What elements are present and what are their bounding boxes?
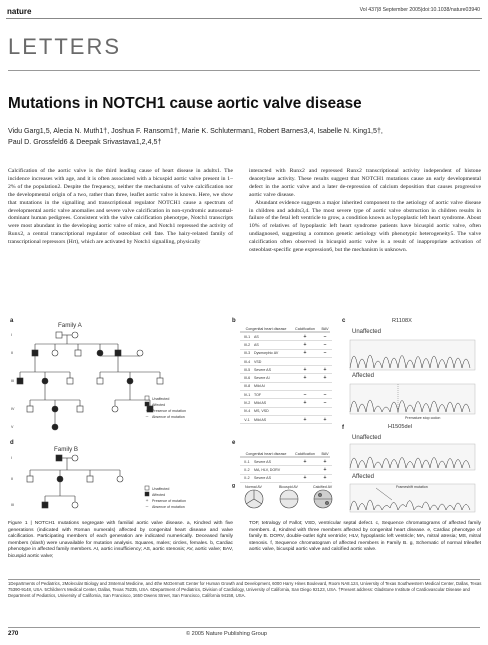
table-e-cell: +: [323, 466, 327, 473]
generation-a-iii: III: [11, 379, 14, 383]
table-b-row: [240, 399, 332, 407]
table-e-cell: II-2: [244, 467, 250, 472]
legend-b-unaffected: Unaffected: [152, 487, 170, 491]
generation-a-v: V: [11, 425, 14, 429]
panel-label-a: a: [10, 318, 14, 324]
table-b-cell: –: [303, 391, 307, 398]
table-b-cell: AS: [254, 334, 259, 339]
legend-a-unaffected: Unaffected: [152, 397, 170, 401]
table-e-cell: II-1: [244, 459, 250, 464]
legend-a-absence: Absence of mutation: [152, 415, 185, 419]
legend-b-affected: Affected: [152, 493, 166, 497]
abstract-paragraph: Calcification of the aortic valve is the third leading cause of heart disease in adults1. The incidence increases with age, and it is often associated with a bicuspid aortic valve present in 1–2% of the population2. Despite the frequency, neither the mechanisms of valve calcification nor the developmental origin of a two, rather than three, leaflet aortic valve is known. Here, we show that mutations in the signalling and transcriptional regulator NOTCH1 cause a spectrum of developmental aortic valve anomalies and severe valve calcification in non-syndromic autosomal-dominant human pedigrees. Consistent with the valve calcification phenotype, Notch1 transcripts were most abundant in the developing aortic valve of mice, and Notch1 repressed the activity of Runx2, a central transcriptional regulator of osteoblast cell fate. The hairy-related family of transcriptional repressors (Hrt), which are activated by Notch1 signalling, physically: [8, 168, 233, 246]
table-e-cell: +: [323, 458, 327, 465]
footnote-divider: [8, 579, 480, 580]
table-b-cell: –: [323, 333, 327, 340]
table-e-cell: II-2: [244, 476, 250, 481]
table-e-cell: Severe AS: [254, 459, 271, 464]
table-b-cell: TOF: [254, 392, 262, 397]
svg-text:+: +: [145, 499, 149, 504]
table-b-cell: Severe AS: [254, 367, 271, 372]
table-b-cell: III-2: [243, 342, 251, 347]
legend-b: [152, 486, 186, 510]
table-b-row: [240, 358, 332, 366]
figure-caption-right: TOF, tetralogy of Fallot; VSD, ventricular septal defect. c, Sequence chromatograms of affected family members. d, Kindred with three members affected by congenital heart disease. e, Cardiac phenotype of family B. DORV, double-outlet right ventricle; HLV, hypoplastic left ventricle; MA, mitral atresia; MS, mitral stenosis. f, Sequence chromatogram of affected members in Family B. g, Schematic of normal trileaflet aortic valve, bicuspid aortic valve and calcified aortic valve.: [249, 521, 481, 552]
article-title: Mutations in NOTCH1 cause aortic valve disease: [8, 95, 362, 112]
table-b-cell: IV-4: [243, 409, 251, 414]
pedigree-family-a: [20, 335, 160, 424]
family-a-label: Family A: [58, 322, 82, 329]
table-b-cell: –: [323, 341, 327, 348]
chromatogram-f-unaffected: [350, 444, 475, 470]
table-b-cell: +: [303, 350, 307, 357]
table-b-cell: III-3: [243, 351, 251, 356]
table-b-cell: +: [303, 333, 307, 340]
generation-a-ii: II: [11, 351, 13, 355]
table-b-cell: Mild AS: [254, 417, 267, 422]
table-b-row: [240, 350, 332, 358]
table-e-header: Congenital heart disease Calcification BAV: [245, 452, 329, 456]
table-b-cell: +: [303, 341, 307, 348]
legend-a: [152, 396, 186, 420]
table-e-cell: MA, HLV, DORV: [254, 467, 281, 472]
table-e-cell: +: [303, 475, 307, 482]
table-b-cell: IV-2: [243, 401, 251, 406]
table-b-cell: Mild AS: [254, 401, 267, 406]
table-b-cell: Mild AI: [254, 384, 265, 389]
generation-b-ii: II: [11, 477, 13, 481]
abstract-paragraph-cont: interacted with Runx2 and repressed Runx2 transcriptional activity independent of histone deacetylase activity. These results suggest that NOTCH1 mutations cause an early developmental defect in the aortic valve and a later de-repression of calcium deposition that causes progressive aortic valve disease.: [249, 168, 481, 198]
table-b-cell: IV-1: [243, 392, 251, 397]
mutation-label-f: H1505del: [388, 424, 412, 430]
valve-label-calcified: Calcified AV: [313, 485, 333, 489]
journal-logo: nature: [7, 7, 32, 16]
table-b-cell: +: [303, 366, 307, 373]
panel-label-d: d: [10, 440, 14, 446]
table-b-row: [240, 341, 332, 349]
seq-c-unaffected-label: Unaffected: [352, 329, 381, 335]
table-b-row: [240, 374, 332, 382]
family-b-label: Family B: [54, 446, 79, 453]
table-e-cell: +: [323, 475, 327, 482]
table-e-row: [240, 466, 332, 474]
copyright: © 2005 Nature Publishing Group: [186, 631, 267, 637]
table-b-cell: +: [303, 375, 307, 382]
valve-calcified: [314, 490, 332, 508]
affiliations: 1Departments of Pediatrics, 2Molecular Biology and 3Internal Medicine, and 4the McDermott Center for Human Growth and Development, 6000 Harry Hines Boulevard, Room NA8.124, University of Texas Southwestern Medical Center, Dallas, Texas 75390-9148, USA. 5Children's Medical Center, Dallas, Texas 75235, USA. 6Department of Pediatrics, Division of Cardiology, University of California, San Diego 92123, USA. †Present address: Gladstone Institute of Cardiovascular Disease and Department of Pediatrics, University of California, San Francisco, 1650 Owens Street, San Francisco, California 94158, USA.: [8, 581, 482, 598]
generation-b-i: I: [11, 456, 12, 460]
table-b-row: [240, 333, 332, 341]
chromatogram-c-unaffected: [350, 340, 475, 370]
table-b-cell: III-5: [243, 367, 251, 372]
table-b-cell: VSD: [254, 359, 262, 364]
generation-a-i: I: [11, 333, 12, 337]
panel-label-f: f: [342, 425, 344, 431]
panel-label-e: e: [232, 440, 236, 446]
valve-normal: [245, 490, 263, 508]
table-e-row: [240, 458, 332, 466]
table-e-row: [240, 475, 332, 483]
chromatogram-c-affected: [350, 384, 475, 414]
generation-b-iii: III: [11, 503, 14, 507]
table-b-cell: V-1: [244, 417, 250, 422]
valve-bicuspid: [280, 490, 298, 508]
footer-divider: [8, 627, 480, 628]
generation-a-iv: IV: [11, 407, 15, 411]
legend-b-presence: Presence of mutation: [152, 499, 186, 503]
table-b-row: [240, 383, 332, 391]
pedigree-a-symbols: [17, 332, 163, 430]
table-b-row: [240, 366, 332, 374]
table-b-cell: III-1: [243, 334, 251, 339]
table-b-cell: Severe AI: [254, 376, 270, 381]
table-b-cell: III-6: [243, 376, 251, 381]
table-b-cell: +: [303, 400, 307, 407]
table-b-cell: –: [323, 400, 327, 407]
intro-paragraph: Abundant evidence suggests a major inherited component to the aetiology of aortic valve disease in children and adults3,4. The most severe type of aortic valve obstruction in children results in failure of the fetal left ventricle to grow, a condition known as hypoplastic left heart syndrome. About 10% of relatives of hypoplastic left heart syndrome patients have bicuspid aortic valve, often undiagnosed, suggesting a common genetic aetiology with phenotypic heterogeneity5. The valve calcification often observed in bicuspid aortic valve is a result of inappropriate activation of osteoblast-specific gene expression6, but the mechanism is unknown.: [249, 199, 481, 254]
figure-caption-left: Figure 1 | NOTCH1 mutations segregate with familial aortic valve disease. a, Kindred with five generations (indicated with Roman numerals) affected by congenital heart disease and valve calcification. Participating members of each generation are indicated numerically. Deceased family members (slash) were unavailable for mutation analysis. Squares, males; circles, females. b, Cardiac phenotype in affected family members. AI, aortic insufficiency; AS, aortic stenosis; AV, aortic valve; BAV, bicuspid aortic valve;: [8, 521, 233, 559]
legend-markers-b: [145, 486, 149, 510]
authors-line-2: Paul D. Grossfeld6 & Deepak Srivastava1,2,4,5†: [8, 138, 162, 146]
table-b-row: [240, 408, 332, 416]
table-b-row: [240, 391, 332, 399]
table-b-cell: +: [323, 416, 327, 423]
table-b-body: [240, 333, 332, 424]
table-b-cell: Dysmorphic AV: [254, 351, 279, 356]
table-e-body: [240, 458, 332, 483]
seq-c-affected-label: Affected: [352, 373, 374, 379]
valve-label-bicuspid: Bicuspid AV: [279, 485, 298, 489]
legend-b-absence: Absence of mutation: [152, 505, 185, 509]
seq-f-unaffected-label: Unaffected: [352, 435, 381, 441]
table-b-cell: +: [323, 366, 327, 373]
table-e-cell: +: [303, 458, 307, 465]
table-b-cell: III-4: [243, 359, 251, 364]
seq-f-affected-label: Affected: [352, 474, 374, 480]
table-e-cell: Severe AS: [254, 476, 271, 481]
legend-a-presence: Presence of mutation: [152, 409, 186, 413]
phenotype-table-b: [240, 320, 332, 424]
panel-label-c: c: [342, 318, 346, 324]
table-b-header: Congenital heart disease Calcification BAV: [245, 327, 329, 331]
phenotype-table-e: [240, 445, 332, 483]
mutation-label-c: R1108X: [392, 318, 412, 324]
svg-text:–: –: [145, 415, 149, 420]
frameshift-label: Frameshift mutation: [396, 485, 428, 489]
premature-stop-label: Premature stop codon: [405, 416, 441, 420]
pedigree-family-b: [30, 458, 120, 502]
page-number: 270: [8, 630, 19, 637]
table-b-cell: +: [303, 416, 307, 423]
valve-label-normal: Normal AV: [245, 485, 262, 489]
table-b-cell: –: [323, 350, 327, 357]
issue-info: Vol 437|8 September 2005|doi:10.1038/nature03940: [359, 7, 480, 13]
legend-a-affected: Affected: [152, 403, 166, 407]
table-b-cell: +: [323, 375, 327, 382]
svg-text:+: +: [145, 409, 149, 414]
table-b-cell: AS: [254, 342, 259, 347]
panel-label-g: g: [232, 483, 236, 489]
table-b-cell: –: [323, 391, 327, 398]
panel-label-b: b: [232, 318, 236, 324]
table-b-row: [240, 416, 332, 424]
table-b-cell: MS, VSD: [254, 409, 269, 414]
authors-line-1: Vidu Garg1,5, Alecia N. Muth1†, Joshua F. Ransom1†, Marie K. Schluterman1, Robert Barnes3,4, Isabelle N. King1,5†,: [8, 127, 383, 135]
table-b-cell: III-8: [243, 384, 251, 389]
svg-text:–: –: [145, 505, 149, 510]
section-label: LETTERS: [8, 34, 122, 59]
